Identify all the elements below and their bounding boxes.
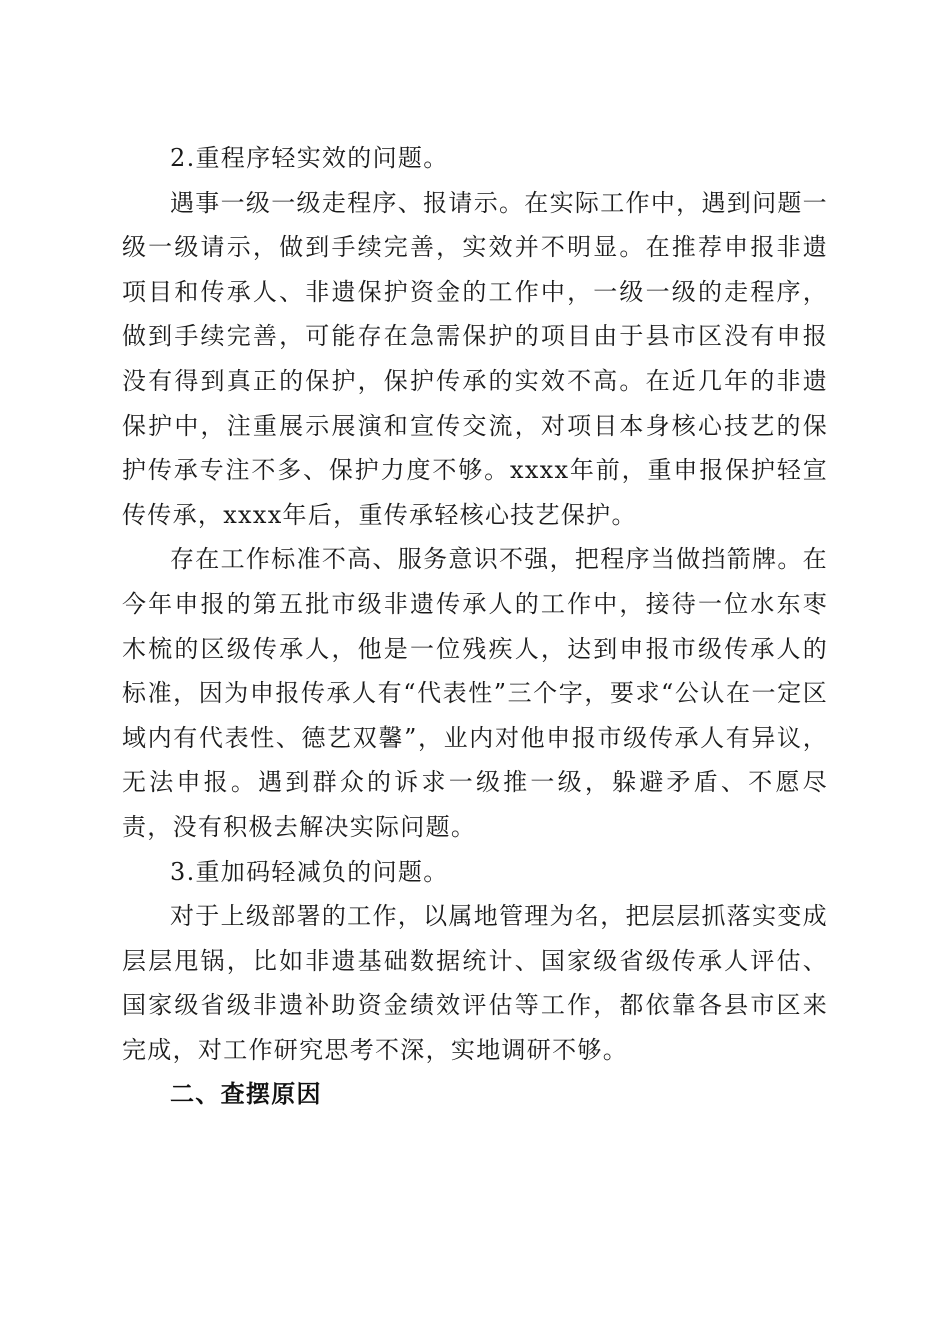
subsection-heading-3: 3.重加码轻减负的问题。 (170, 857, 449, 886)
paragraph-standards: 存在工作标准不高、服务意识不强，把程序当做挡箭牌。在今年申报的第五批市级非遗传承人的工作中，接待一位水东枣木梳的区级传承人，他是一位残疾人，达到申报市级传承人的标准，因为申报传承人有“代表性”三个字，要求“公认在一定区域内有代表性、德艺双馨”，业内对他申报市级传承人有异议，无法申报。遇到群众的诉求一级推一级，躲避矛盾、不愿尽责，没有积极去解决实际问题。 (122, 545, 828, 841)
section-heading: 二、查摆原因 (170, 1080, 322, 1109)
paragraph-procedure: 遇事一级一级走程序、报请示。在实际工作中，遇到问题一级一级请示，做到手续完善，实效并不明显。在推荐申报非遗项目和传承人、非遗保护资金的工作中，一级一级的走程序，做到手续完善，可能存在急需保护的项目由于县市区没有申报没有得到真正的保护，保护传承的实效不高。在近几年的非遗保护中，注重展示展演和宣传交流，对项目本身核心技艺的保护传承专注不多、保护力度不够。xxxx年前，重申报保护轻宣传传承，xxxx年后，重传承轻核心技艺保护。 (122, 188, 828, 529)
subsection-heading-2: 2.重程序轻实效的问题。 (170, 144, 449, 172)
paragraph-burden: 对于上级部署的工作，以属地管理为名，把层层抓落实变成层层甩锅，比如非遗基础数据统计、国家级省级传承人评估、国家级省级非遗补助资金绩效评估等工作，都依靠各县市区来完成，对工作研究思考不深，实地调研不够。 (122, 902, 828, 1064)
document-body (122, 136, 828, 1117)
